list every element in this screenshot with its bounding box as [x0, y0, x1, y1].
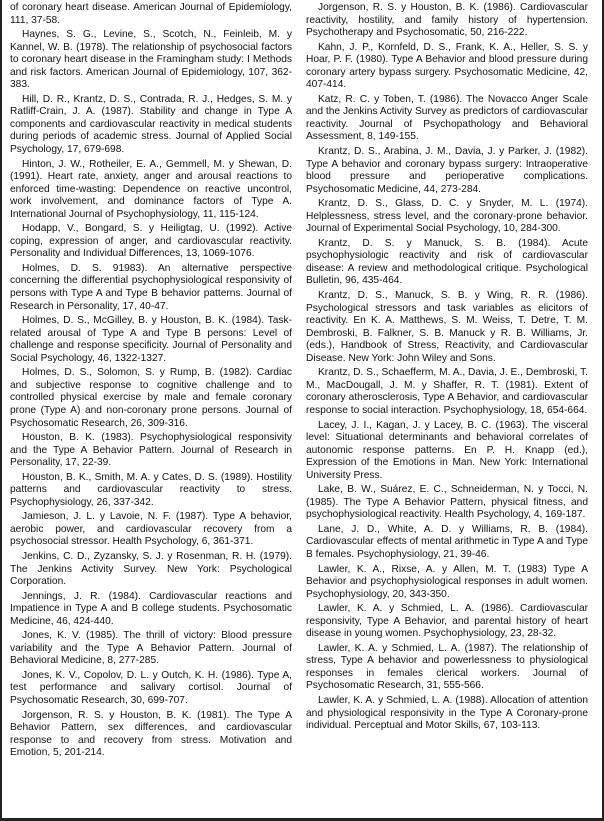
reference-entry: Lake, B. W., Suárez, E. C., Schneiderman, N. y Tocci, N. (1985). The Type A Behavior Pattern, physical fitness, and psychophysiological reactivity. Health Psychology, 4, 169-187.: [306, 484, 588, 521]
reference-entry: Krantz, D. S. y Manuck, S. B. (1984). Acute psychophysiologic reactivity and risk of cardiovascular disease: A review and methodological critique. Psychological Bulletin, 96, 435-464.: [306, 237, 588, 287]
reference-entry: Haynes, S. G., Levine, S., Scotch, N., Feinleib, M. y Kannel, W. B. (1978). The relationship of psychosocial factors to coronary heart disease in the Framingham study: I Methods and risk factors. American Journal of Epidemiology, 107, 362-383.: [10, 29, 292, 91]
reference-entry: Kahn, J. P., Kornfeld, D. S., Frank, K. A., Heller, S. S. y Hoar, P. F. (1980). Type A Behavior and blood pressure during coronary artery bypass surgery. Psychosomatic Medicine, 42, 407-414.: [306, 41, 588, 91]
left-column: [10, 2, 292, 818]
reference-entry: Houston, B. K., Smith, M. A. y Cates, D. S. (1989). Hostility patterns and cardiovascular reactivity to stress. Psychophysiology, 26, 337-342.: [10, 471, 292, 508]
reference-entry: Krantz, D. S., Manuck, S. B. y Wing, R. R. (1986). Psychological stressors and task variables as elicitors of reactivity. En K. A. Matthews, S. M. Weiss, T. Detre, T. M. Dembroski, B. Falkner, S. B. Manuck y R. B. Williams, Jr. (eds.), Handbook of Stress, Reactivity, and Cardiovascular Disease. New York: John Wiley and Sons.: [306, 290, 588, 364]
reference-entry: Holmes, D. S., McGilley, B. y Houston, B. K. (1984). Task-related arousal of Type A and Type B persons: Level of challenge and response specificity. Journal of Personality and Social Psychology, 46, 1322-1327.: [10, 315, 292, 364]
reference-entry: Hodapp, V., Bongard, S. y Heiligtag, U. (1992). Active coping, expression of anger, and cardiovascular reactivity. Personality and Individual Differences, 13, 1069-1076.: [10, 223, 292, 260]
reference-entry: Lawler, K. A. y Schmied, L. A. (1988). Allocation of attention and physiological responsivity in the Type A Coronary-prone individual. Perceptual and Motor Skills, 67, 103-113.: [306, 694, 588, 732]
reference-entry: Holmes, D. S. 91983). An alternative perspective concerning the differential psychophysiological responsivity of persons with Type A and Type B behavior patterns. Journal of Research in Personality, 17, 40-47.: [10, 262, 292, 312]
right-column: [306, 2, 588, 818]
reference-entry: Jamieson, J. L. y Lavoie, N. F. (1987). Type A behavior, aerobic power, and cardiovascular recovery from a psychosocial stressor. Health Psychology, 6, 361-371.: [10, 511, 292, 548]
reference-entry: of coronary heart disease. American Journal of Epidemiology, 111, 37-58.: [10, 2, 292, 26]
reference-entry: Krantz, D. S., Arabina, J. M., Davia, J. y Parker, J. (1982). Type A behavior and coronary bypass surgery: Intraoperative blood pressure and perioperative complications. Psychosomatic Medicine, 44, 273-284.: [306, 146, 588, 195]
reference-entry: Lawler, K. A. y Schmied, L. A. (1986). Cardiovascular responsivity, Type A Behavior, and parental history of heart disease in young women. Psychophysiology, 23, 28-32.: [306, 603, 588, 640]
reference-entry: Lane, J. D., White, A. D. y Williams, R. B. (1984). Cardiovascular effects of mental arithmetic in Type A and Type B females. Psychophysiology, 21, 39-46.: [306, 523, 588, 560]
reference-entry: Krantz, D. S., Schaefferm, M. A., Davia, J. E., Dembroski, T. M., MacDougall, J. M. y Shaffer, R. T. (1981). Extent of coronary atherosclerosis, Type A Behavior, and cardiovascular response to social interaction. Psychophysiology, 18, 654-664.: [306, 367, 588, 416]
reference-entry: Jones, K. V. (1985). The thrill of victory: Blood pressure variability and the Type A Behavior Pattern. Journal of Behavioral Medicine, 8, 277-285.: [10, 630, 292, 667]
reference-entry: Houston, B. K. (1983). Psychophysiological responsivity and the Type A Behavior Pattern. Journal of Research in Personality, 17, 22-39.: [10, 432, 292, 469]
reference-entry: Hill, D. R., Krantz, D. S., Contrada, R. J., Hedges, S. M. y Ratliff-Crain, J. A. (1987). Stability and change in Type A components and cardiovascular reactivity in medical students during periods of academic stress. Journal of Applied Social Psychology, 17, 679-698.: [10, 93, 292, 156]
reference-entry: Jennings, J. R. (1984). Cardiovascular reactions and Impatience in Type A and B college students. Psychosomatic Medicine, 46, 424-440.: [10, 590, 292, 627]
reference-entry: Lawler, K. A., Rixse, A. y Allen, M. T. (1983) Type A Behavior and psychophysiological responses in adult women. Psychophysiology, 20, 343-350.: [306, 563, 588, 600]
reference-entry: Jones, K. V., Copolov, D. L. y Outch, K. H. (1986). Type A, test performance and salivary cortisol. Journal of Psychosomatic Research, 30, 699-707.: [10, 669, 292, 706]
reference-entry: Jorgenson, R. S. y Houston, B. K. (1981). The Type A Behavior Pattern, sex differences, and cardiovascular response to and recovery from stress. Motivation and Emotion, 5, 201-214.: [10, 709, 292, 759]
reference-entry: Holmes, D. S., Solomon, S. y Rump, B. (1982). Cardiac and subjective response to cognitive challenge and to controlled physical exercise by male and female coronary prone (Type A) and non-coronary prone persons. Journal of Psychosomatic Research, 26, 309-316.: [10, 367, 292, 429]
reference-entry: Lawler, K. A. y Schmied, L. A. (1987). The relationship of stress, Type A behavior and powerlessness to physiological responses in females clerical workers. Journal of Psychosomatic Research, 31, 555-566.: [306, 642, 588, 692]
reference-entry: Katz, R. C. y Toben, T. (1986). The Novacco Anger Scale and the Jenkins Activity Survey as predictors of cardiovascular reactivity. Journal of Psychopathology and Behavioral Assessment, 8, 149-155.: [306, 93, 588, 143]
reference-entry: Jenkins, C. D., Zyzansky, S. J. y Rosenman, R. H. (1979). The Jenkins Activity Survey. New York: Psychological Corporation.: [10, 550, 292, 588]
reference-entry: Krantz, D. S., Glass, D. C. y Snyder, M. L. (1974). Helplessness, stress level, and the coronary-prone behavior. Journal of Experimental Social Psychology, 10, 284-300.: [306, 198, 588, 235]
reference-entry: Hinton, J. W., Rotheiler, E. A., Gemmell, M. y Shewan, D. (1991). Heart rate, anxiety, anger and arousal reactions to enforced time-wasting: Dependence on reactive uncontrol, work involvement, and dominance factors of Type A. International Journal of Psychophysiology, 11, 115-124.: [10, 158, 292, 220]
reference-entry: Jorgenson, R. S. y Houston, B. K. (1986). Cardiovascular reactivity, hostility, and family history of hypertension. Psychotherapy and Psychosomatic, 50, 216-222.: [306, 2, 588, 39]
reference-entry: Lacey, J. I., Kagan, J. y Lacey, B. C. (1963). The visceral level: Situational determinants and behavioral correlates of autonomic response patterns. En P. H. Knapp (ed.), Expression of the Emotions in Man. New York: International University Press.: [306, 419, 588, 481]
